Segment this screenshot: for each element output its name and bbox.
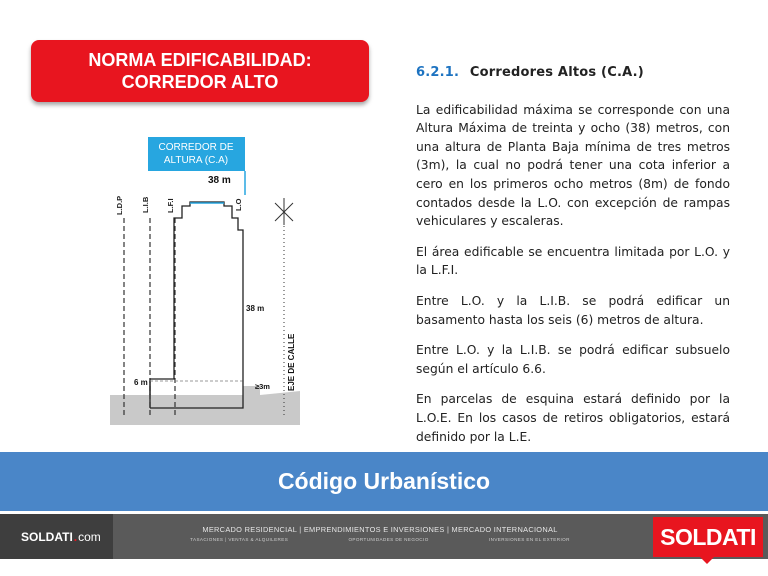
paragraph: En parcelas de esquina estará definido por la L.O.E. En los casos de retiros obligatorios, estará definido por la L.E. <box>416 392 730 444</box>
line-lfi-label: L.F.I <box>166 198 175 213</box>
height-top-label: 38 m <box>208 175 231 186</box>
street-axis-label: EJE DE CALLE <box>287 333 296 391</box>
line-lo-label: L.O <box>234 198 243 211</box>
footer-services-sub <box>160 537 600 542</box>
paragraph: El área edificable se encuentra limitada por L.O. y la L.F.I. <box>416 244 730 278</box>
logo-name: SOLDATI <box>21 529 73 544</box>
paragraph: Entre L.O. y la L.I.B. se podrá edificar subsuelo según el artículo 6.6. <box>416 343 730 376</box>
logo-tld: com <box>78 529 101 544</box>
footer-sub-1: TASACIONES | VENTAS & ALQUILERES <box>190 537 289 542</box>
corridor-label-line1: CORREDOR DE <box>158 142 234 153</box>
slide-title-line2: CORREDOR ALTO <box>121 72 279 92</box>
building-outline <box>150 202 243 395</box>
section-title: Corredores Altos (C.A.) <box>469 65 644 80</box>
code-banner <box>0 452 768 511</box>
paragraph: La edificabilidad máxima se corresponde con una Altura Máxima de treinta y ocho (38) metros, con una altura de Planta Baja mínima de tres metros (3m), la cual no podrá tener una cota inferior a cero en los primeros ocho metros (8m) de fondo contados desde la L.O. con excepción de rampas vehiculares y escaleras. <box>416 102 730 229</box>
ground-floor-label: ≥3m <box>255 382 270 391</box>
height-side-label: 38 m <box>246 304 265 313</box>
line-lib-label: L.I.B <box>141 196 150 213</box>
section-number: 6.2.1. <box>416 65 460 80</box>
street-axis-icon <box>275 198 293 225</box>
soldati-logo[interactable]: SOLDATI <box>653 517 763 557</box>
corridor-label-line2: ALTURA (C.A) <box>163 155 229 166</box>
regulation-text <box>416 64 730 458</box>
slide-title-box <box>31 40 369 102</box>
footer-sub-2: OPORTUNIDADES DE NEGOCIO <box>348 537 429 542</box>
base-height-label: 6 m <box>134 378 148 387</box>
logo-dot: . <box>73 529 78 544</box>
footer-services-line: MERCADO RESIDENCIAL | EMPRENDIMIENTOS E INVERSIONES | MERCADO INTERNACIONAL <box>202 525 558 534</box>
slide-title-line1: NORMA EDIFICABILIDAD: <box>88 50 312 70</box>
banner-title: Código Urbanístico <box>277 468 491 494</box>
paragraph: Entre L.O. y la L.I.B. se podrá edificar un basamento hasta los seis (6) metros de altura. <box>416 293 730 327</box>
soldati-com-logo[interactable] <box>0 514 113 559</box>
line-ldp-label: L.D.P <box>115 195 124 215</box>
section-heading <box>416 64 730 83</box>
footer-services <box>160 525 600 542</box>
footer-sub-3: INVERSIONES EN EL EXTERIOR <box>488 537 570 542</box>
zoning-diagram <box>110 133 300 425</box>
ground-slope <box>110 386 300 425</box>
